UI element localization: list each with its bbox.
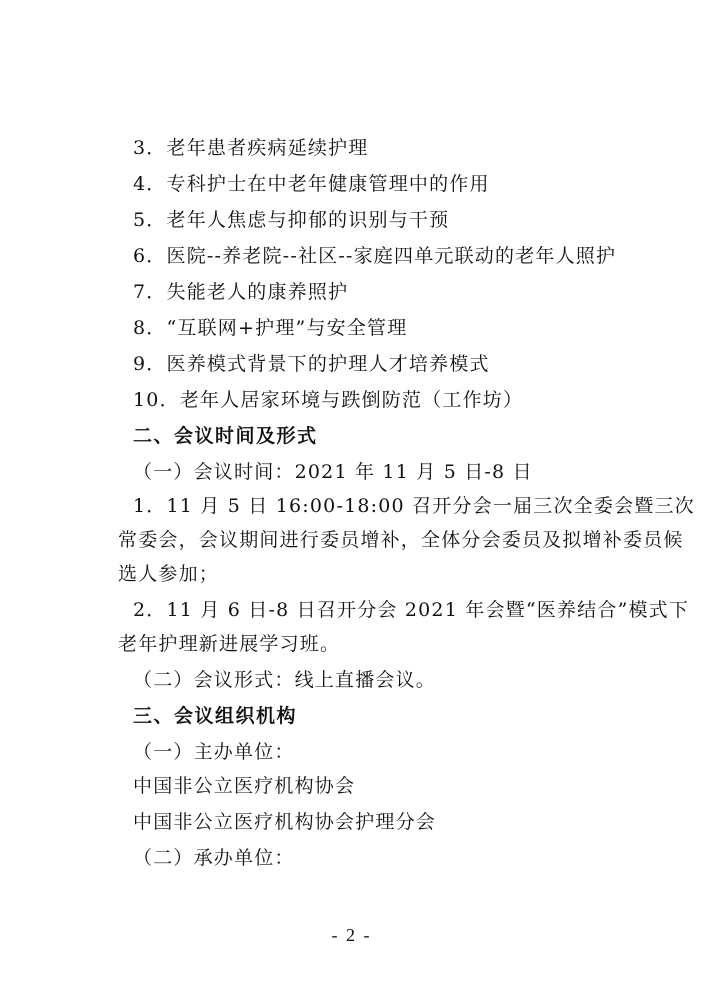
list-item-10: 10．老年人居家环境与跌倒防范（工作坊） — [133, 389, 524, 411]
page-number: - 2 - — [331, 925, 372, 945]
meeting-item-2-line-1: 2．11 月 6 日-8 日召开分会 2021 年会暨“医养结合”模式下 — [133, 599, 690, 621]
host-org-1: 中国非公立医疗机构协会 — [133, 775, 356, 797]
list-item-9: 9．医养模式背景下的护理人才培养模式 — [133, 353, 490, 375]
meeting-item-2-line-2: 老年护理新进展学习班。 — [118, 633, 341, 655]
list-item-4: 4．专科护士在中老年健康管理中的作用 — [133, 173, 490, 195]
list-item-5: 5．老年人焦虑与抑郁的识别与干预 — [133, 209, 450, 231]
meeting-time-label: （一）会议时间：2021 年 11 月 5 日-8 日 — [133, 461, 533, 483]
organizer-unit-label: （二）承办单位： — [133, 847, 295, 869]
list-item-7: 7．失能老人的康养照护 — [133, 281, 349, 303]
list-item-3: 3．老年患者疾病延续护理 — [133, 137, 369, 159]
section-3-heading: 三、会议组织机构 — [133, 705, 298, 727]
meeting-format-label: （二）会议形式：线上直播会议。 — [133, 669, 437, 691]
host-org-2: 中国非公立医疗机构协会护理分会 — [133, 811, 437, 833]
list-item-8: 8．“互联网+护理”与安全管理 — [133, 317, 408, 339]
host-unit-label: （一）主办单位： — [133, 741, 295, 763]
meeting-item-1-line-1: 1．11 月 5 日 16:00-18:00 召开分会一届三次全委会暨三次 — [133, 495, 695, 517]
list-item-6: 6．医院--养老院--社区--家庭四单元联动的老年人照护 — [133, 245, 617, 267]
section-2-heading: 二、会议时间及形式 — [133, 425, 318, 447]
meeting-item-1-line-3: 选人参加； — [118, 563, 220, 585]
meeting-item-1-line-2: 常委会，会议期间进行委员增补，全体分会委员及拟增补委员候 — [118, 529, 684, 551]
